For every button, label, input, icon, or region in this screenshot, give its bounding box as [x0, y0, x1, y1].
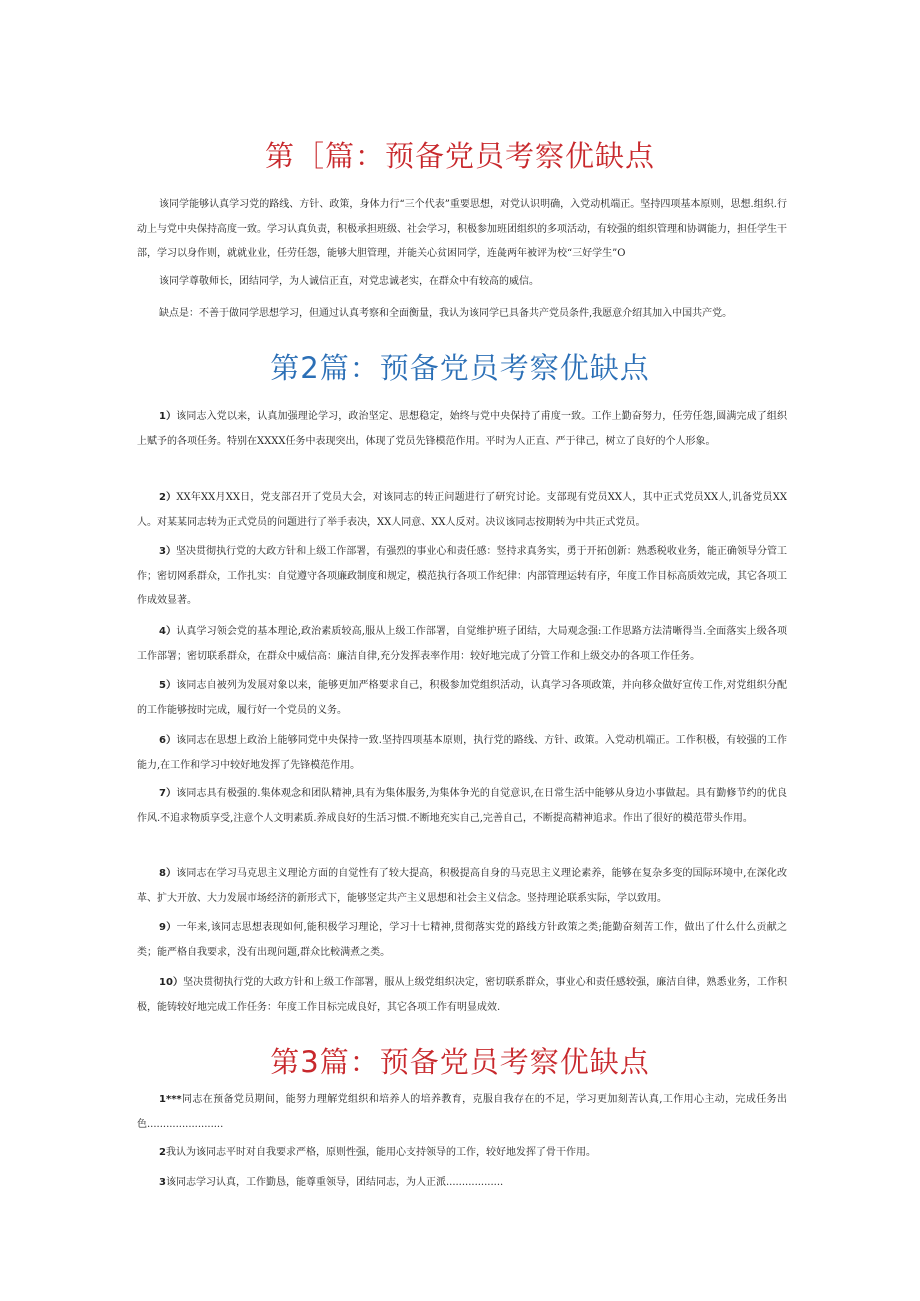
item-number: 4） — [159, 626, 177, 637]
section-1-paragraph: 缺点是：不善于做同学思想学习，但通过认真考察和全面衡量，我认为该同学已具备共产党员条件,我愿意介绍其加入中国共产党。 — [159, 308, 733, 319]
section-2-item — [137, 540, 787, 614]
section-2-item — [137, 486, 787, 535]
section-3-title: 第3篇：预备党员考察优缺点 — [270, 1045, 650, 1079]
item-text: XX年XX月XX日，党支部召开了党员大会，对该同志的转正问题进行了研究讨论。支部现有党员XX人，其中正式党员XX人,讥备党员XX人。对某某同志转为正式党员的问题进行了举手表决，XX人同意、XX人反对。决议该同志按期转为中共正式党员。 — [137, 492, 787, 528]
item-number: 8） — [159, 868, 177, 879]
item-number: 1） — [159, 411, 177, 422]
section-2-item — [137, 916, 787, 965]
section-1-paragraph: 该同学尊敬师长，团结同学，为人诚信正直，对党忠诚老实，在群众中有较高的威信。 — [159, 276, 539, 287]
item-text: 一年来,该同志思想表现如何,能积极学习理论，学习十七精神,贯彻落实党的路线方针政策之类;能勤奋刻苦工作，做出了什么什么贡献之类；能严格自我要求，没有出现问题,群众比較满煮之类。 — [137, 922, 788, 958]
item-number: 9） — [159, 922, 177, 933]
item-text: 该同志具有极强的.集体观念和团队精神,具有为集体服务,为集体争光的自觉意识,在日常生活中能够从身边小事做起。具有勤修节约的优良作风.不追求物质享受,注意个人文明素质.养成良好的生活习惯.不断地充实自己,完善自己，不断提高精神追求。作出了很好的模范带头作用。 — [137, 788, 787, 824]
section-2-item — [137, 971, 787, 1020]
item-number: 5） — [159, 680, 177, 691]
item-number: 10） — [159, 977, 184, 988]
item-text: 该同志学习认真，工作勤恳，能尊重领导，团结同志，为人正派.................. — [165, 1177, 504, 1188]
item-number: 2） — [159, 492, 177, 503]
section-2-item — [137, 674, 787, 723]
section-3-item — [137, 1088, 787, 1137]
item-text: 该同志入党以来，认真加强理论学习，政治坚定、思想稳定，始终与党中央保持了甫度一致。工作上勤奋努力，任劳任怨,圆满完成了组织上赋予的各项任务。特别在XXXX任务中表现突出，体现了党员先锋模范作用。平时为人正直、严于律己，树立了良好的个人形象。 — [137, 411, 787, 447]
section-2-title: 第2篇：预备党员考察优缺点 — [270, 351, 650, 385]
section-3-item — [137, 1141, 787, 1166]
item-number: 1*** — [159, 1094, 182, 1105]
item-text: 同志在预备党员期间，能努力理解党组织和培养人的培养教育，克服自我存在的不足，学习更加刻苦认真,工作用心主动，完成任务出色........................ — [137, 1094, 787, 1130]
item-text: 我认为该同志平时对自我要求严格，原则性强，能用心支持领导的工作，较好地发挥了骨干作用。 — [165, 1147, 596, 1158]
item-text: 该同志在思想上政治上能够同党中央保持一致.坚持四项基本原则，执行党的路线、方针、政策。入党动机端正。工作积极，有较强的工作能力,在工作和学习中较好地发挥了先锋模范作用。 — [137, 735, 787, 771]
section-1-title: 第［篇：预备党员考察优缺点 — [264, 139, 655, 173]
item-text: 坚决贯彻执行党的大政方针和上级工作部署，服从上级党组织决定，密切联系群众，事业心和责任感较强，廉洁自律，熟悉业务，工作积极，能铸较好地完成工作任务：年度工作目标完成良好，其它各项工作有明显成效. — [137, 977, 788, 1013]
item-number: 7） — [159, 788, 177, 799]
item-number: 2 — [159, 1147, 166, 1158]
item-text: 坚决贯彻执行党的大政方针和上级工作部署，有强烈的事业心和责任感：竖持求真务实，勇于开拓创新：熟悉税收业务，能正确领导分管工作；密切网系群众，工作扎实：自觉遵守各项廉政制度和规定，模范执行各项工作纪律：内部管理运转有序，年度工作目标高质效完成，其它各项工作成效显著。 — [137, 546, 787, 606]
item-number: 3） — [159, 546, 176, 557]
section-1-paragraph: 该同学能够认真学习党的路线、方针、政策，身体力行“三个代表”重要思想，对党认识明确，入党动机端正。坚持四项基本原则，思想.组织.行动上与党中央保持高度一致。学习认真负责，积极承担班级、社会学习，积极参加班团组织的多项活动，有较强的组织管理和协调能力，担任学生干部，学习以身作则，就就业业，任劳任怨，能够大胆管理，并能关心贫困同学，连彘两年被评为校“三好学生”O — [137, 199, 787, 259]
item-number: 6） — [159, 735, 177, 746]
section-2-item — [137, 405, 787, 454]
section-2-item — [137, 782, 787, 831]
item-text: 认真学习领会党的基本理论,政治素质较高,服从上级工作部署，自觉维护班子团结，大局观念强:工作思路方法清晰得当.全面落实上级各项工作部署；密切联系群众，在群众中威信高：廉洁自律,充分发挥表率作用：较好地完成了分管工作和上级交办的各项工作任务。 — [137, 626, 787, 662]
section-3-item — [137, 1171, 787, 1196]
item-text: 该同志自被列为发展对象以来，能够更加严格要求自己，积极参加党组织活动，认真学习各项政策，并向移众做好宣传工作,对党组织分配的工作能够按时完成，履行好一个党员的义务。 — [137, 680, 787, 716]
section-2-item — [137, 729, 787, 778]
item-number: 3 — [159, 1177, 166, 1188]
section-2-item — [137, 862, 787, 911]
section-2-item — [137, 620, 787, 669]
item-text: 该同志在学习马克思主义理论方面的自觉性有了较大提高，积极提高自身的马克思主义理论素养，能够在复杂多变的国际环境中,在深化改革、扩大开放、大力发展市场经济的新形式下，能够竖定共产主义思想和社会主义信念。竖持理论联系实际，学以致用。 — [137, 868, 787, 904]
